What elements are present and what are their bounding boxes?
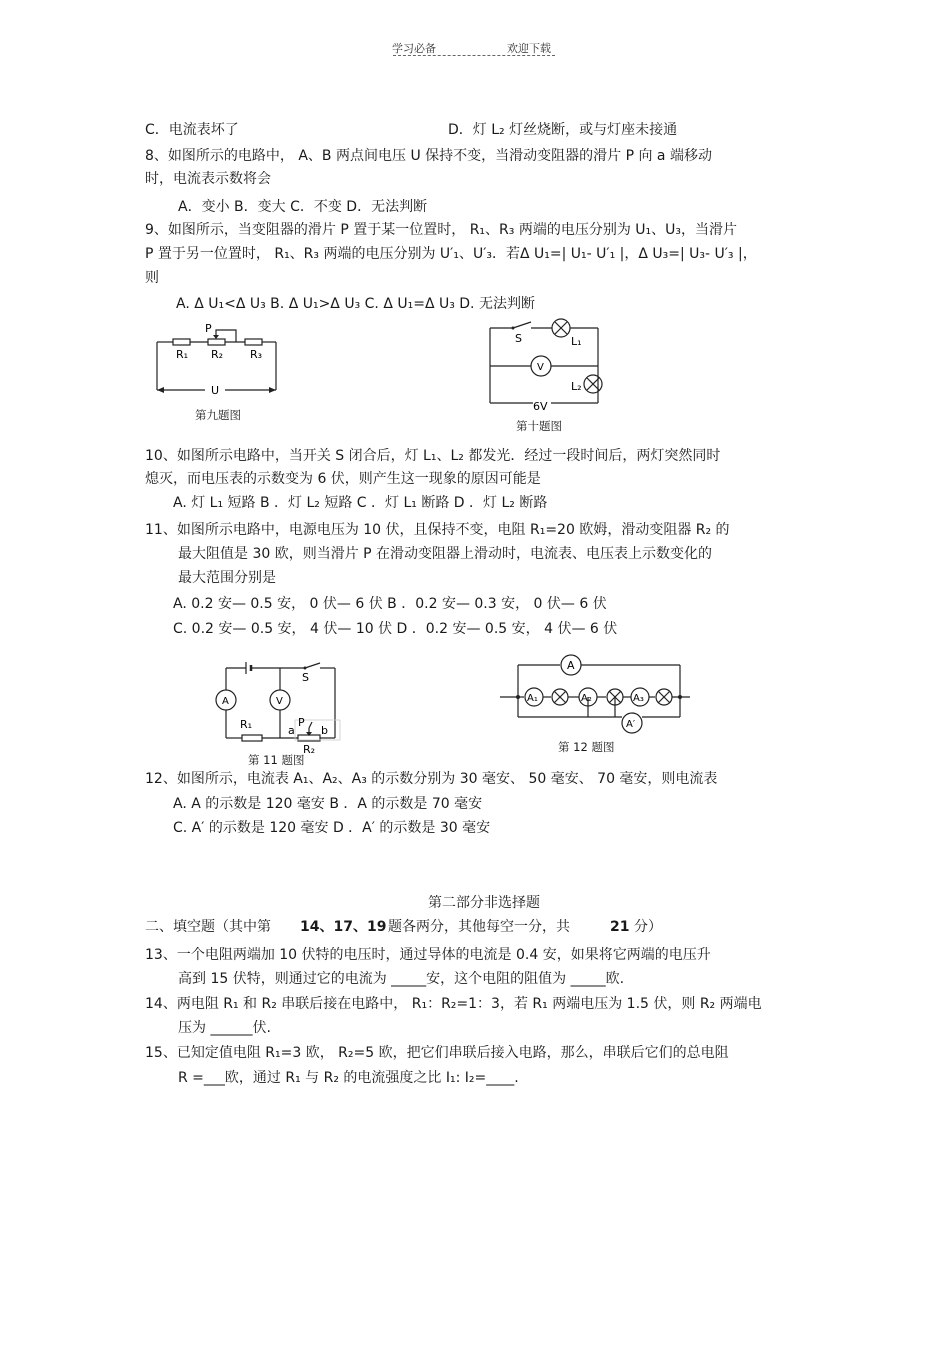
header-right: 欢迎下载: [507, 42, 551, 55]
fig10-label-s: S: [515, 332, 522, 345]
q11-text-end: 最大范围分别是: [178, 570, 276, 586]
fig10-label-l1: L₁: [571, 335, 582, 348]
fig11-r1: [242, 735, 262, 741]
fig12-label-a: A: [567, 659, 575, 672]
fig11-caption: 第 11 题图: [248, 753, 305, 767]
q14-text-cont: 压为 ______伏.: [178, 1020, 271, 1036]
header-left: 学习必备: [392, 42, 436, 55]
fig11-label-v: V: [276, 696, 283, 707]
q9-options: A. Δ U₁<Δ U₃ B. Δ U₁>Δ U₃ C. Δ U₁=Δ U₃ D. 无法判断: [176, 296, 535, 312]
q9-text-end: 则: [145, 270, 159, 286]
fig9-label-u: U: [211, 384, 220, 397]
fig10-label-6v: 6V: [533, 400, 548, 413]
fig9-circuit: [150, 318, 285, 400]
fig11-circuit: [210, 660, 345, 755]
q12-text: 12、如图所示，电流表 A₁、A₂、A₃ 的示数分别为 30 毫安、 50 毫安、 70 毫安，则电流表: [145, 771, 718, 787]
fig11-label-p: P: [298, 716, 305, 729]
fig9-r1: [173, 339, 190, 345]
fig12-label-a3: A₃: [633, 693, 644, 704]
fig9-label-r2: R₂: [211, 348, 224, 361]
fig11-label-r1: R₁: [240, 718, 253, 731]
fig11-label-a: A: [222, 696, 229, 707]
q8-options: A．变小 B．变大 C．不变 D．无法判断: [178, 199, 428, 215]
q13-text: 13、一个电阻两端加 10 伏特的电压时，通过导体的电流是 0.4 安，如果将它两端的电压升: [145, 947, 711, 963]
fig9-r3: [245, 339, 262, 345]
section2-intro-b: 14、17、19: [300, 919, 387, 935]
q13-text-cont: 高到 15 伏特，则通过它的电流为 _____安，这个电阻的阻值为 _____欧.: [178, 971, 625, 987]
q12-options-ab: A. A 的示数是 120 毫安 B ．A 的示数是 70 毫安: [173, 796, 483, 812]
q10-options: A. 灯 L₁ 短路 B ．灯 L₂ 短路 C ．灯 L₁ 断路 D ．灯 L₂ 断路: [173, 495, 548, 511]
q8-text-cont: 时，电流表示数将会: [145, 171, 271, 187]
q7-option-c: C．电流表坏了: [145, 122, 239, 138]
fig9-caption: 第九题图: [195, 408, 241, 422]
q14-text: 14、两电阻 R₁ 和 R₂ 串联后接在电路中， R₁：R₂=1：3，若 R₁ 两端电压为 1.5 伏，则 R₂ 两端电: [145, 996, 762, 1012]
fig11-label-r2: R₂: [303, 743, 316, 756]
section2-intro-d: 21: [610, 919, 630, 935]
section2-intro-a: 二、填空题（其中第: [145, 919, 271, 935]
fig11-label-s: S: [302, 671, 309, 684]
fig12-circuit: [500, 655, 690, 735]
header-divider: [393, 55, 555, 56]
fig10-caption: 第十题图: [516, 419, 562, 433]
fig12-label-a2: A₂: [581, 693, 592, 704]
q11-text: 11、如图所示电路中，电源电压为 10 伏，且保持不变，电阻 R₁=20 欧姆，滑动变阻器 R₂ 的: [145, 522, 730, 538]
fig10-label-v: V: [537, 362, 544, 373]
q11-options-cd: C. 0.2 安— 0.5 安， 4 伏— 10 伏 D ．0.2 安— 0.5 安， 4 伏— 6 伏: [173, 621, 618, 637]
fig12-caption: 第 12 题图: [558, 740, 615, 754]
fig9-r2: [208, 339, 225, 345]
fig10-circuit: [485, 318, 610, 413]
fig11-label-a-end: a: [288, 724, 295, 737]
q15-text: 15、已知定值电阻 R₁=3 欧， R₂=5 欧，把它们串联后接入电路，那么，串联后它们的总电阻: [145, 1045, 729, 1061]
section2-intro-e: 分）: [634, 919, 662, 935]
q12-options-cd: C. A′ 的示数是 120 毫安 D ．A′ 的示数是 30 毫安: [173, 820, 491, 836]
fig9-label-p: P: [205, 322, 212, 335]
q15-text-cont: R =___欧，通过 R₁ 与 R₂ 的电流强度之比 I₁: I₂=____.: [178, 1070, 519, 1086]
q11-options-ab: A. 0.2 安— 0.5 安， 0 伏— 6 伏 B ．0.2 安— 0.3 安， 0 伏— 6 伏: [173, 596, 607, 612]
q11-text-cont: 最大阻值是 30 欧，则当滑片 P 在滑动变阻器上滑动时，电流表、电压表上示数变化的: [178, 546, 713, 562]
fig12-label-ap: A′: [626, 719, 636, 730]
q9-text: 9、如图所示，当变阻器的滑片 P 置于某一位置时， R₁、R₃ 两端的电压分别为 U₁、U₃，当滑片: [145, 222, 737, 238]
fig9-label-r1: R₁: [176, 348, 189, 361]
q8-text: 8、如图所示的电路中， A、B 两点间电压 U 保持不变，当滑动变阻器的滑片 P 向 a 端移动: [145, 148, 712, 164]
q10-text: 10、如图所示电路中，当开关 S 闭合后，灯 L₁、L₂ 都发光．经过一段时间后，两灯突然同时: [145, 448, 721, 464]
q7-option-d: D．灯 L₂ 灯丝烧断，或与灯座未接通: [448, 122, 678, 138]
fig10-label-l2: L₂: [571, 380, 582, 393]
q9-text-cont: P 置于另一位置时， R₁、R₃ 两端的电压分别为 U′₁、U′₃．若Δ U₁=| U₁- U′₁ |，Δ U₃=| U₃- U′₃ |，: [145, 246, 757, 262]
fig11-label-b-end: b: [321, 724, 328, 737]
section2-intro-c: 题各两分，其他每空一分，共: [388, 919, 570, 935]
part2-title: 第二部分非选择题: [428, 895, 540, 911]
fig12-label-a1: A₁: [527, 693, 538, 704]
fig9-label-r3: R₃: [250, 348, 263, 361]
q10-text-cont: 熄灭，而电压表的示数变为 6 伏，则产生这一现象的原因可能是: [145, 471, 541, 487]
